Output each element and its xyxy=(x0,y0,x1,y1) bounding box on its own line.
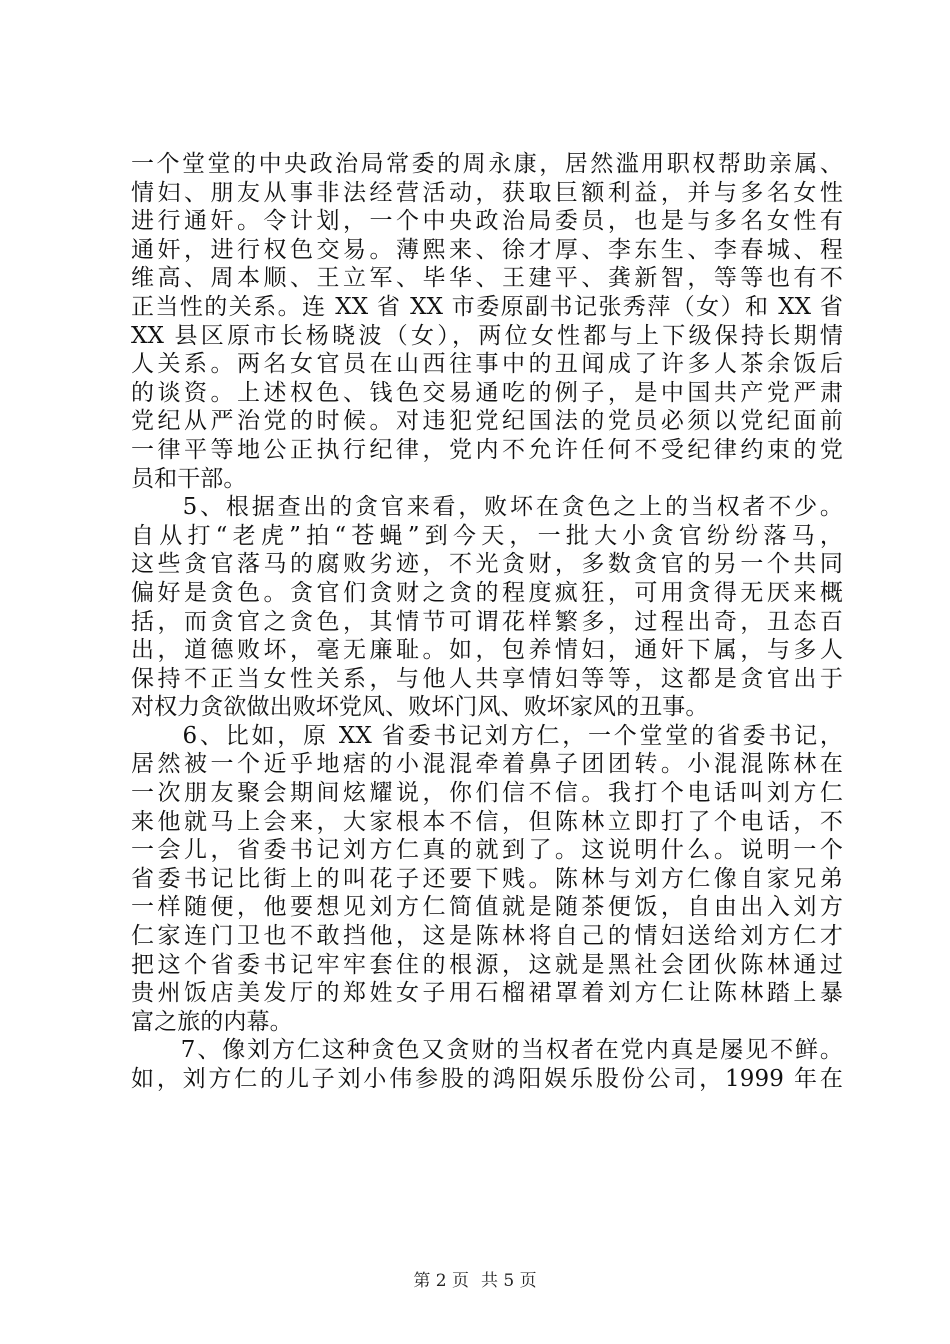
text-line: 一次朋友聚会期间炫耀说，你们信不信。我打个电话叫刘方仁 xyxy=(131,780,843,807)
text-line: XX 县区原市长杨晓波（女），两位女性都与上下级保持长期情 xyxy=(131,322,843,349)
text-line: 维高、周本顺、王立军、毕华、王建平、龚新智，等等也有不 xyxy=(131,265,843,292)
text-line: 一样随便，他要想见刘方仁简值就是随茶便饭，自由出入刘方 xyxy=(131,894,843,921)
text-line: 富之旅的内幕。 xyxy=(131,1008,293,1035)
text-line: 居然被一个近乎地痞的小混混牵着鼻子团团转。小混混陈林在 xyxy=(131,751,843,778)
text-line: 人关系。两名女官员在山西往事中的丑闻成了许多人茶余饭后 xyxy=(131,351,843,378)
text-line: 把这个省委书记牢牢套住的根源，这就是黑社会团伙陈林通过 xyxy=(131,951,843,978)
page-total: 共 5 页 xyxy=(481,1271,537,1291)
text-line: 一律平等地公正执行纪律，党内不允许任何不受纪律约束的党 xyxy=(131,436,843,463)
text-line: 如，刘方仁的儿子刘小伟参股的鸿阳娱乐股份公司，1999 年在 xyxy=(131,1066,843,1092)
text-line: 自从打“老虎”拍“苍蝇”到今天，一批大小贪官纷纷落马， xyxy=(131,522,843,549)
text-line: 这些贪官落马的腐败劣迹，不光贪财，多数贪官的另一个共同 xyxy=(131,551,843,578)
text-line: 出，道德败坏，毫无廉耻。如，包养情妇，通奸下属，与多人 xyxy=(131,637,843,664)
text-line: 情妇、朋友从事非法经营活动，获取巨额利益，并与多名女性 xyxy=(131,179,843,206)
text-line: 一会儿，省委书记刘方仁真的就到了。这说明什么。说明一个 xyxy=(131,837,843,864)
text-line: 偏好是贪色。贪官们贪财之贪的程度疯狂，可用贪得无厌来概 xyxy=(131,579,843,606)
text-line: 来他就马上会来，大家根本不信，但陈林立即打了个电话，不 xyxy=(131,808,843,835)
text-line: 通奸，进行权色交易。薄熙来、徐才厚、李东生、李春城、程 xyxy=(131,236,843,263)
paragraph-start-line: 7、像刘方仁这种贪色又贪财的当权者在党内真是屡见不鲜。 xyxy=(131,1037,843,1064)
text-line: 对权力贪欲做出败坏党风、败坏门风、败坏家风的丑事。 xyxy=(131,694,709,721)
paragraph-start-line: 5、根据查出的贪官来看，败坏在贪色之上的当权者不少。 xyxy=(131,494,843,521)
text-line: 括，而贪官之贪色，其情节可谓花样繁多，过程出奇，丑态百 xyxy=(131,608,843,635)
text-line: 员和干部。 xyxy=(131,465,247,492)
paragraph-start-line: 6、比如，原 XX 省委书记刘方仁，一个堂堂的省委书记， xyxy=(131,722,843,749)
text-line: 党纪从严治党的时候。对违犯党纪国法的党员必须以党纪面前 xyxy=(131,408,843,435)
text-line: 保持不正当女性关系，与他人共享情妇等等，这都是贪官出于 xyxy=(131,665,843,692)
text-line: 正当性的关系。连 XX 省 XX 市委原副书记张秀萍（女）和 XX 省 xyxy=(131,293,843,320)
text-line: 进行通奸。令计划，一个中央政治局委员，也是与多名女性有 xyxy=(131,208,843,235)
text-line: 的谈资。上述权色、钱色交易通吃的例子，是中国共产党严肃 xyxy=(131,379,843,406)
document-body xyxy=(131,150,843,1094)
page-number: 第 2 页 xyxy=(413,1271,469,1291)
text-line: 省委书记比街上的叫花子还要下贱。陈林与刘方仁像自家兄弟 xyxy=(131,865,843,892)
page-footer xyxy=(0,1271,950,1291)
text-line: 贵州饭店美发厅的郑姓女子用石榴裙罩着刘方仁让陈林踏上暴 xyxy=(131,980,843,1007)
text-line: 仁家连门卫也不敢挡他，这是陈林将自己的情妇送给刘方仁才 xyxy=(131,923,843,950)
text-line: 一个堂堂的中央政治局常委的周永康，居然滥用职权帮助亲属、 xyxy=(131,151,843,177)
